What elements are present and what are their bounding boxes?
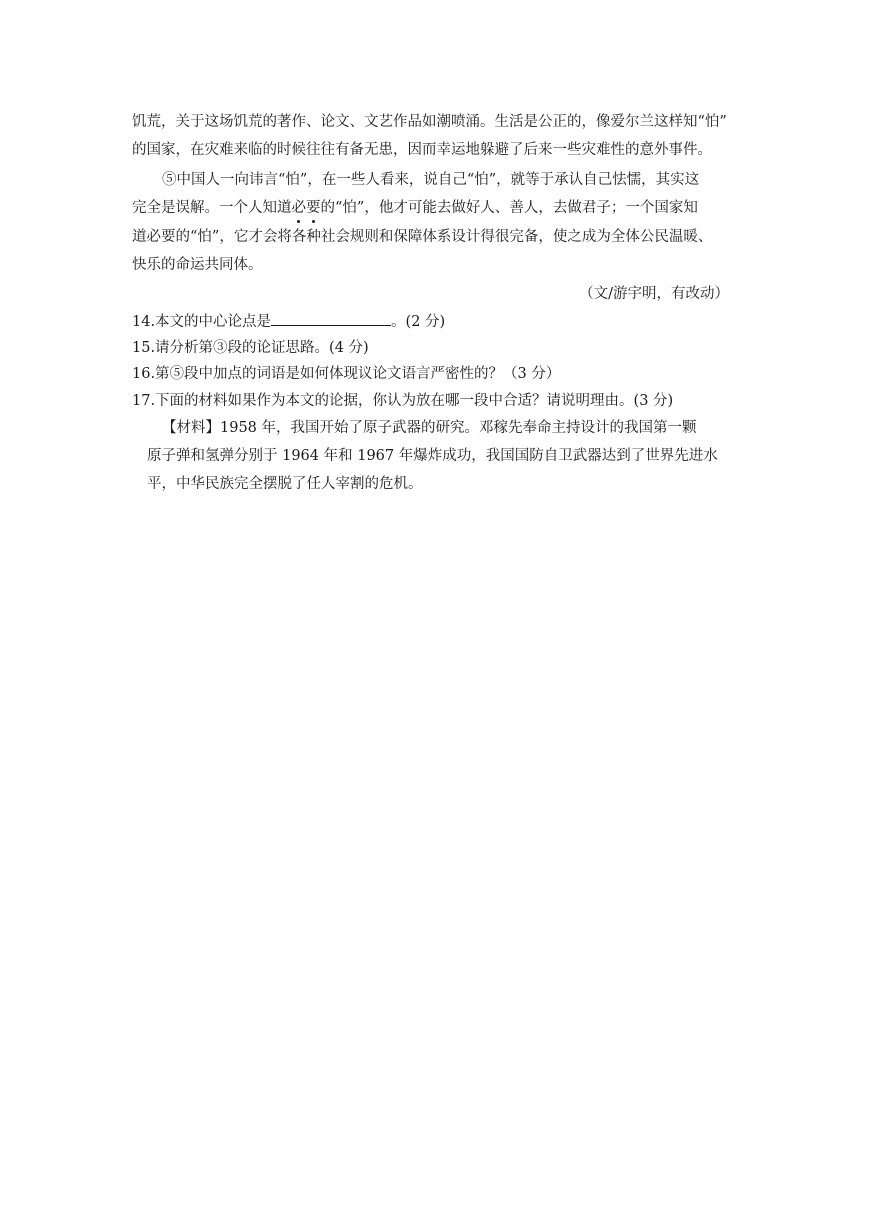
paragraph-5-line-2: [132, 198, 698, 218]
passage-line-1: 饥荒，关于这场饥荒的著作、论文、文艺作品如潮喷涌。生活是公正的，像爱尔兰这样知“怕”: [132, 114, 727, 130]
emphasized-char-1: 必: [291, 200, 306, 216]
source-attribution: （文/游宇明，有改动）: [579, 286, 729, 302]
material-line-2: 原子弹和氢弹分别于 1964 年和 1967 年爆炸成功，我国国防自卫武器达到了世界先进水: [147, 448, 718, 464]
material-line-1: 【材料】1958 年，我国开始了原子武器的研究。邓稼先奉命主持设计的我国第一颗: [162, 420, 697, 436]
question-15: 15.请分析第③段的论证思路。(4 分): [132, 340, 369, 356]
paragraph-5-text: 的“怕”，他才可能去做好人、善人，去做君子；一个国家知: [320, 200, 698, 216]
paragraph-5-line-4: 快乐的命运共同体。: [132, 257, 263, 273]
passage-line-2: 的国家，在灾难来临的时候往往有备无患，因而幸运地躲避了后来一些灾难性的意外事件。: [132, 142, 712, 158]
question-14-text: 14.本文的中心论点是: [132, 314, 272, 330]
material-line-3: 平，中华民族完全摆脱了任人宰割的危机。: [147, 476, 423, 492]
emphasized-char-2: 要: [306, 200, 321, 216]
question-16: 16.第⑤段中加点的词语是如何体现议论文语言严密性的？（3 分）: [132, 366, 561, 382]
answer-blank[interactable]: [271, 311, 391, 326]
paragraph-5-line-3: 道必要的“怕”，它才会将各种社会规则和保障体系设计得很完备，使之成为全体公民温暖、: [132, 229, 713, 245]
question-17: 17.下面的材料如果作为本文的论据，你认为放在哪一段中合适？请说明理由。(3 分): [132, 393, 674, 409]
question-14-score: 。(2 分): [391, 314, 446, 330]
paragraph-5-line-1: ⑤中国人一向讳言“怕”，在一些人看来，说自己“怕”，就等于承认自己怯懦，其实这: [162, 172, 700, 188]
paragraph-5-text: 完全是误解。一个人知道: [132, 200, 292, 216]
question-14: [132, 311, 445, 332]
